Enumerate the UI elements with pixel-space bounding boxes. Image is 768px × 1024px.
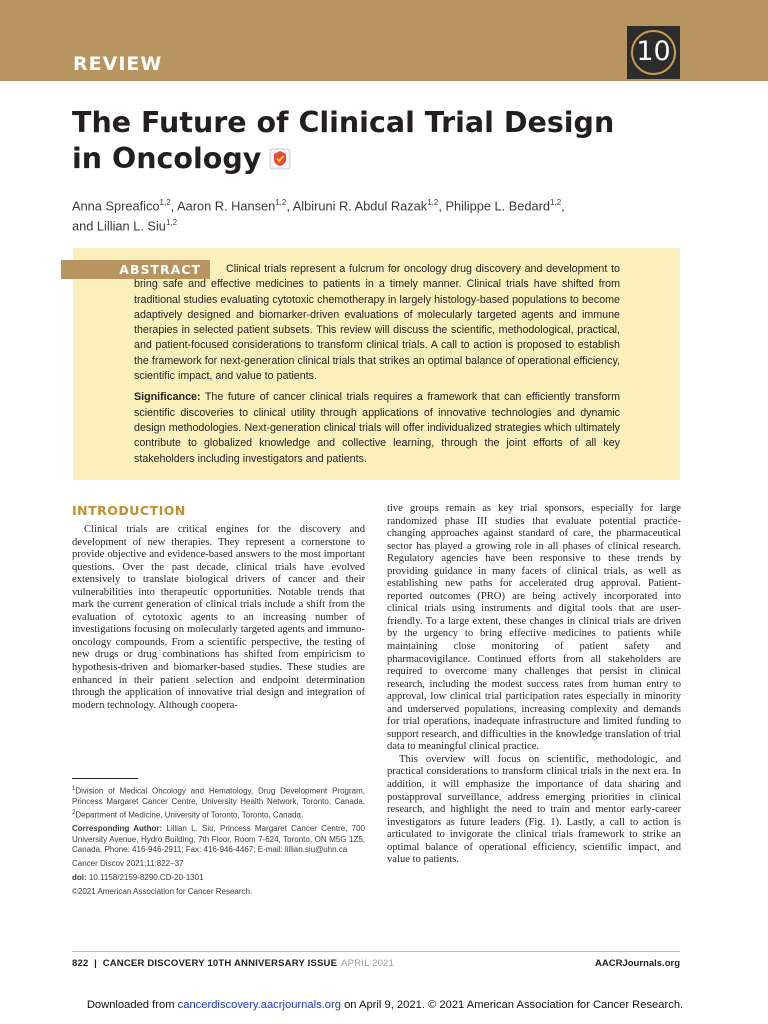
affiliation-mark: 1,2	[550, 198, 562, 207]
abstract-body: Clinical trials represent a fulcrum for oncology drug discovery and development to bring safe and effective medicines to patients in a timely manner. Clinical trials have shifted from traditional studies evaluating cytotoxic chemotherapy in largely histology-based populations to become adaptively designed and biomarker-driven evaluations of molecularly targeted agents and immune therapies in selected patient subsets. This review will discuss the scientific, methodological, practical, and patient-focused considerations to transform clinical trials. A call to action is proposed to establish the framework for next-generation clinical trials that strikes an optimal balance of operational efficiency, scientific impact, and value to patients.	[134, 263, 620, 383]
author-name[interactable]: Aaron R. Hansen	[177, 198, 276, 214]
affiliation-mark: 1,2	[427, 198, 439, 207]
download-notice	[80, 999, 690, 1012]
author-name[interactable]: Anna Spreafico	[72, 198, 160, 214]
abstract-label: ABSTRACT	[119, 262, 201, 277]
abstract-text	[134, 262, 620, 467]
introduction-heading: INTRODUCTION	[72, 503, 186, 518]
check-for-updates-icon[interactable]	[269, 143, 291, 165]
issue-name: CANCER DISCOVERY 10TH ANNIVERSARY ISSUE	[102, 958, 338, 969]
affiliation-mark: 1,2	[159, 198, 171, 207]
footnote-divider	[72, 778, 138, 779]
author-name[interactable]: Albiruni R. Abdul Razak	[292, 198, 428, 214]
paragraph: This overview will focus on scientific, methodologic, and practical considerations to transform clinical trials in the next era. In addition, it will emphasize the importance of data sharing and postapproval surveillance, address emerging priorities in clinical research, and highlight the need to train and mentor early-career investigators as future leaders (Fig. 1). Lastly, a call to action is articulated to invigorate the clinical trials framework to strike an optimal balance of operational efficiency, scientific impact, and value to patients.	[387, 753, 681, 866]
footer-divider	[72, 951, 680, 952]
copyright-note: ©2021 American Association for Cancer Research.	[72, 887, 253, 897]
body-column-left	[72, 524, 365, 712]
author-name[interactable]: Philippe L. Bedard	[445, 198, 551, 214]
doi-label: doi:	[72, 873, 87, 883]
download-prefix: Downloaded from	[86, 999, 175, 1011]
footnotes	[72, 784, 365, 901]
section-label: REVIEW	[73, 53, 163, 75]
badge-number: 10	[636, 36, 671, 67]
author-list: Anna Spreafico$^{1,2}$, Aaron R. Hansen$^{1,2}$, Albiruni R. Abdul Razak$^{1,2}$, Philippe L. Bedard$^{1,2}$, and Lillian L. Siu$^{1,2}$	[72, 198, 565, 234]
issue-date: APRIL 2021	[341, 958, 395, 969]
footer-left	[72, 958, 394, 970]
significance-body: The future of cancer clinical trials requires a framework that can efficiently transform scientific discoveries to clinical utility through applications of innovative technologies and dynamic design methodologies. Next-generation clinical trials will offer individualized strategies which ultimately contribute to globalized knowledge and collective learning, through the joint efforts of all key stakeholders including investigators and patients.	[134, 391, 620, 465]
anniversary-badge	[627, 26, 680, 79]
affiliation-mark: 2	[72, 809, 76, 816]
corresponding-text: Lillian L. Siu, Princess Margaret Cancer Centre, 700 University Avenue, Hydro Building, 7th Floor, Room 7-624, Toronto, ON M5G 1Z5, Canada. Phone: 416-946-2911; Fax: 416-946-4467; E-mail: lillian.siu@uhn.ca	[72, 824, 365, 855]
author-name[interactable]: Lillian L. Siu	[96, 218, 166, 234]
footer-separator: |	[94, 958, 97, 969]
doi-link[interactable]: 10.1158/2159-8290.CD-20-1301	[88, 873, 204, 883]
affiliation-2: Department of Medicine, University of Toronto, Toronto, Canada.	[75, 810, 304, 820]
title-line-2: in Oncology	[72, 142, 262, 175]
body-column-right	[387, 503, 681, 867]
paragraph: Clinical trials are critical engines for the discovery and development of new therapies. They represent a cornerstone to provide objective and evidence-based answers to the most important questions. Over the past decade, clinical trials have evolved extensively to translate biological drivers of cancer and their vulnerabilities into therapeutic opportunities. Notable trends that mark the current generation of clinical trials include a shift from the evaluation of cytotoxic agents to an increasing number of investigations focusing on molecularly targeted agents and immuno-oncology compounds. From a scientific perspective, the testing of new drugs or drug combinations has shifted from empiricism to hypothesis-driven and biomarker-based studies. These studies are enhanced in their patient selection and endpoint determination through the application of innovative trial design and integration of modern technology. Although coopera-	[72, 524, 365, 711]
affiliation-mark: 1,2	[275, 198, 287, 207]
journal-site-link[interactable]: AACRJournals.org	[595, 958, 680, 969]
corresponding-author-note	[72, 824, 365, 856]
affiliations-note	[72, 784, 365, 821]
download-suffix: on April 9, 2021. © 2021 American Association for Cancer Research.	[344, 999, 684, 1011]
article-title	[72, 105, 632, 177]
paragraph: tive groups remain as key trial sponsors, especially for large randomized phase III studies that evaluate potential practice-changing approaches against standard of care, the pharmaceutical sector has played a growing role in all phases of clinical research. Regulatory agencies have been responsive to these trends by providing guidance in many facets of clinical trials, as well as establishing new paths for accelerated drug approval. Patient-reported outcomes (PRO) are being actively incorporated into clinical trials using instruments and digital tools that are user-friendly. To a large extent, these changes in clinical trials are driven by the urgency to bring effective medicines to patients while maintaining close monitoring of patient safety and pharmacovigilance. Continued efforts from all stakeholders are required to overcome many challenges that persist in clinical research, including the modest success rates from human entry to approval, low clinical trial participation rates especially in minority and underserved populations, increasing complexity and demands for trial operations, inadequate infrastructure and limited funding to support research, and difficulties in the knowledge translation of trial data to meaningful clinical practice.	[387, 503, 681, 753]
download-link[interactable]: cancerdiscovery.aacrjournals.org	[177, 999, 341, 1011]
doi-note	[72, 873, 365, 884]
affiliation-1: Division of Medical Oncology and Hematology, Drug Development Program, Princess Margaret Cancer Centre, University Health Network, Toronto, Canada.	[72, 786, 365, 807]
corresponding-label: Corresponding Author:	[72, 824, 163, 834]
significance-label: Significance:	[134, 391, 201, 404]
affiliation-mark: 1,2	[165, 218, 178, 228]
page-number: 822	[72, 958, 89, 969]
citation-note: Cancer Discov 2021;11:822–37	[72, 859, 184, 869]
affiliation-mark: 1	[72, 786, 76, 792]
title-line-1: The Future of Clinical Trial Design	[72, 106, 615, 139]
